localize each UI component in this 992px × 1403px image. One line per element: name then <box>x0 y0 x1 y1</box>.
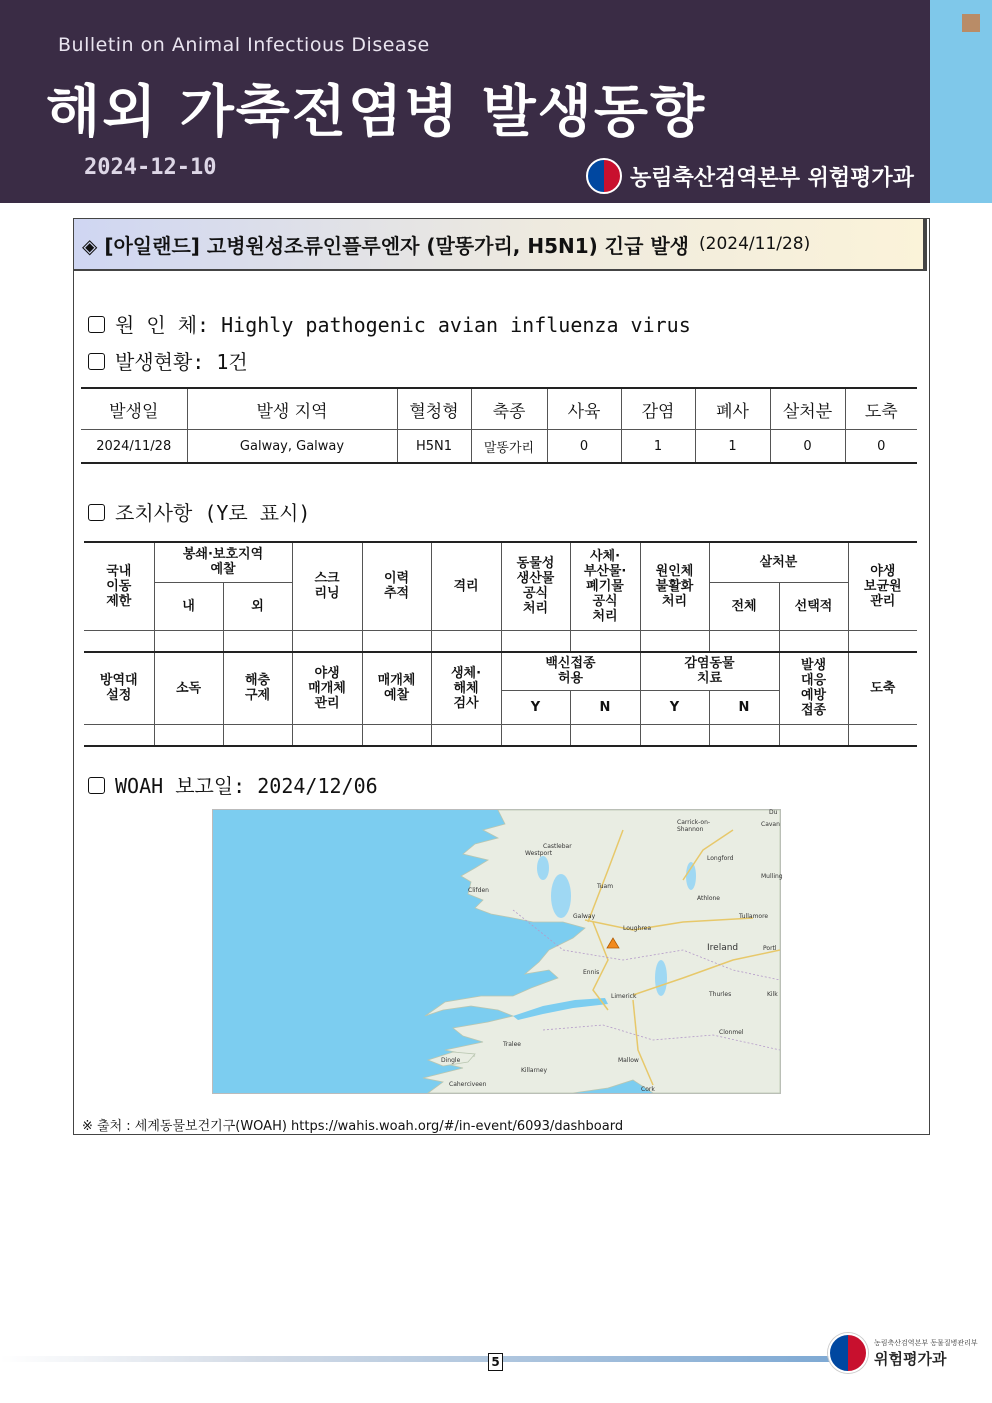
bulletin-date: 2024-12-10 <box>84 155 217 180</box>
cause-value: Highly pathogenic avian influenza virus <box>221 313 691 337</box>
map-label: Dingle <box>441 1057 461 1064</box>
map-svg <box>213 809 783 1093</box>
map-label: Tuam <box>597 883 614 890</box>
col-header: 발생 지역 <box>187 388 397 430</box>
outbreak-header-row <box>81 388 917 430</box>
lough-derg <box>655 960 667 996</box>
col-header: 감염 <box>621 388 695 430</box>
measure-biopsy: 생체· 해체 검사 <box>431 652 501 724</box>
report-title-date: (2024/11/28) <box>699 234 811 254</box>
checkbox-square-icon <box>88 504 105 521</box>
lough-mask <box>537 856 549 880</box>
measure-treatment-y: Y <box>640 690 709 724</box>
map-label: Clonmel <box>719 1029 744 1036</box>
status-value: 1건 <box>216 350 248 374</box>
map-label: Killarney <box>521 1067 548 1074</box>
status-line <box>88 346 248 375</box>
col-header: 도축 <box>845 388 917 430</box>
map-label: Athlone <box>697 895 720 902</box>
lough-corrib <box>551 874 571 918</box>
checkbox-square-icon <box>88 777 105 794</box>
cell: 1 <box>621 430 695 464</box>
cell: 0 <box>770 430 845 464</box>
map-label: Cavan <box>761 821 780 828</box>
measure-cull-selective: 선택적 <box>779 582 848 630</box>
measures-values-row-2 <box>84 724 917 746</box>
measures-label: 조치사항 (Y로 표시) <box>115 501 311 525</box>
outbreak-table <box>81 387 917 464</box>
map-label: Thurles <box>709 991 732 998</box>
measure-carcass: 사체· 부산물· 폐기물 공식 처리 <box>570 542 640 630</box>
woah-line <box>88 770 378 799</box>
measure-vaccine-y: Y <box>501 690 570 724</box>
footer-org-small: 농림축산검역본부 동물질병관리부 <box>874 1338 978 1347</box>
source-note: ※ 출처 : 세계동물보건기구(WOAH) https://wahis.woah.org/#/in-event/6093/dashboard <box>82 1119 624 1134</box>
footer-org-big: 위험평가과 <box>874 1349 947 1368</box>
outbreak-map <box>212 809 781 1094</box>
lough-ree <box>686 862 696 890</box>
measure-pest: 해충 구제 <box>223 652 292 724</box>
cell: 1 <box>695 430 770 464</box>
bulletin-title: 해외 가축전염병 발생동향 <box>46 80 707 145</box>
taeguk-logo-icon <box>586 158 622 194</box>
footer-line <box>0 1356 860 1362</box>
org-name: 농림축산검역본부 위험평가과 <box>630 165 914 191</box>
cell: 2024/11/28 <box>81 430 187 464</box>
measure-cull-all: 전체 <box>709 582 779 630</box>
header-banner <box>0 0 930 203</box>
taeguk-logo-icon <box>828 1333 868 1373</box>
map-label: Carrick-on-Shannon <box>677 819 711 833</box>
measures-values-row-1 <box>84 630 917 652</box>
map-label: Cork <box>641 1086 655 1093</box>
measure-slaughter: 도축 <box>848 652 917 724</box>
measure-animal-products: 동물성 생산물 공식 처리 <box>501 542 570 630</box>
measure-screening: 스크 리닝 <box>292 542 362 630</box>
measure-vector-survey: 매개체 예찰 <box>362 652 431 724</box>
measures-table <box>84 541 917 747</box>
map-label: Du <box>769 809 778 816</box>
map-label: Ireland <box>707 943 739 953</box>
map-label: Ennis <box>583 969 600 976</box>
measure-vaccine: 백신접종 허용 <box>501 652 640 690</box>
map-label: Portl <box>763 945 777 952</box>
map-label: Caherciveen <box>449 1081 487 1088</box>
measure-wild-vector: 야생 매개체 관리 <box>292 652 362 724</box>
col-header: 사육 <box>547 388 621 430</box>
col-header: 혈청형 <box>397 388 471 430</box>
measure-isolation: 격리 <box>431 542 501 630</box>
map-label: Limerick <box>611 993 637 1000</box>
map-label: Clifden <box>468 887 489 894</box>
report-title: ◈ [아일랜드] 고병원성조류인플루엔자 (말똥가리, H5N1) 긴급 발생 <box>82 233 689 258</box>
woah-label: WOAH 보고일: <box>115 774 246 798</box>
measure-preventive-vacc: 발생 대응 예방 접종 <box>779 652 848 724</box>
measure-disinfection: 소독 <box>154 652 223 724</box>
map-label: Mulling <box>761 873 783 880</box>
map-label: Tullamore <box>739 913 769 920</box>
footer-logo <box>828 1333 978 1373</box>
measure-zone-out: 외 <box>223 582 292 630</box>
cell: H5N1 <box>397 430 471 464</box>
cause-line <box>88 309 691 338</box>
col-header: 폐사 <box>695 388 770 430</box>
cell: 0 <box>547 430 621 464</box>
measure-wildlife-reservoir: 야생 보균원 관리 <box>848 542 917 630</box>
measure-trace: 이력 추적 <box>362 542 431 630</box>
map-label: Mallow <box>618 1057 639 1064</box>
map-label: Loughrea <box>623 925 652 932</box>
status-label: 발생현황: <box>115 350 205 374</box>
measure-culling: 살처분 <box>709 542 848 582</box>
map-label: Westport <box>525 850 553 857</box>
measures-line <box>88 497 310 526</box>
page-number: 5 <box>488 1353 503 1371</box>
map-label: Kilk <box>767 991 778 998</box>
table-row <box>81 430 917 464</box>
col-header: 살처분 <box>770 388 845 430</box>
col-header: 축종 <box>471 388 547 430</box>
measure-domestic: 국내 이동 제한 <box>84 542 154 630</box>
header-accent-bar <box>930 0 992 203</box>
measure-inactivation: 원인체 불활화 처리 <box>640 542 709 630</box>
cell: Galway, Galway <box>187 430 397 464</box>
org-logo-header <box>586 158 914 194</box>
accent-square-icon <box>962 14 980 32</box>
cell: 0 <box>845 430 917 464</box>
bulletin-subtitle: Bulletin on Animal Infectious Disease <box>58 34 430 56</box>
cell: 말똥가리 <box>471 430 547 464</box>
report-panel <box>73 218 930 1135</box>
map-label: Galway <box>573 913 596 920</box>
measure-zoning: 방역대 설정 <box>84 652 154 724</box>
cause-label: 원 인 체: <box>115 313 210 337</box>
woah-date: 2024/12/06 <box>257 774 378 798</box>
measure-treatment-n: N <box>709 690 779 724</box>
map-label: Tralee <box>503 1041 521 1048</box>
report-title-bar <box>74 219 927 271</box>
measure-treatment: 감염동물 치료 <box>640 652 779 690</box>
checkbox-square-icon <box>88 316 105 333</box>
map-label: Castlebar <box>543 843 572 850</box>
measure-zone-in: 내 <box>154 582 223 630</box>
col-header: 발생일 <box>81 388 187 430</box>
checkbox-square-icon <box>88 353 105 370</box>
measure-vaccine-n: N <box>570 690 640 724</box>
measure-zone: 봉쇄·보호지역 예찰 <box>154 542 292 582</box>
map-label: Longford <box>707 855 734 862</box>
footer-org <box>874 1338 978 1369</box>
